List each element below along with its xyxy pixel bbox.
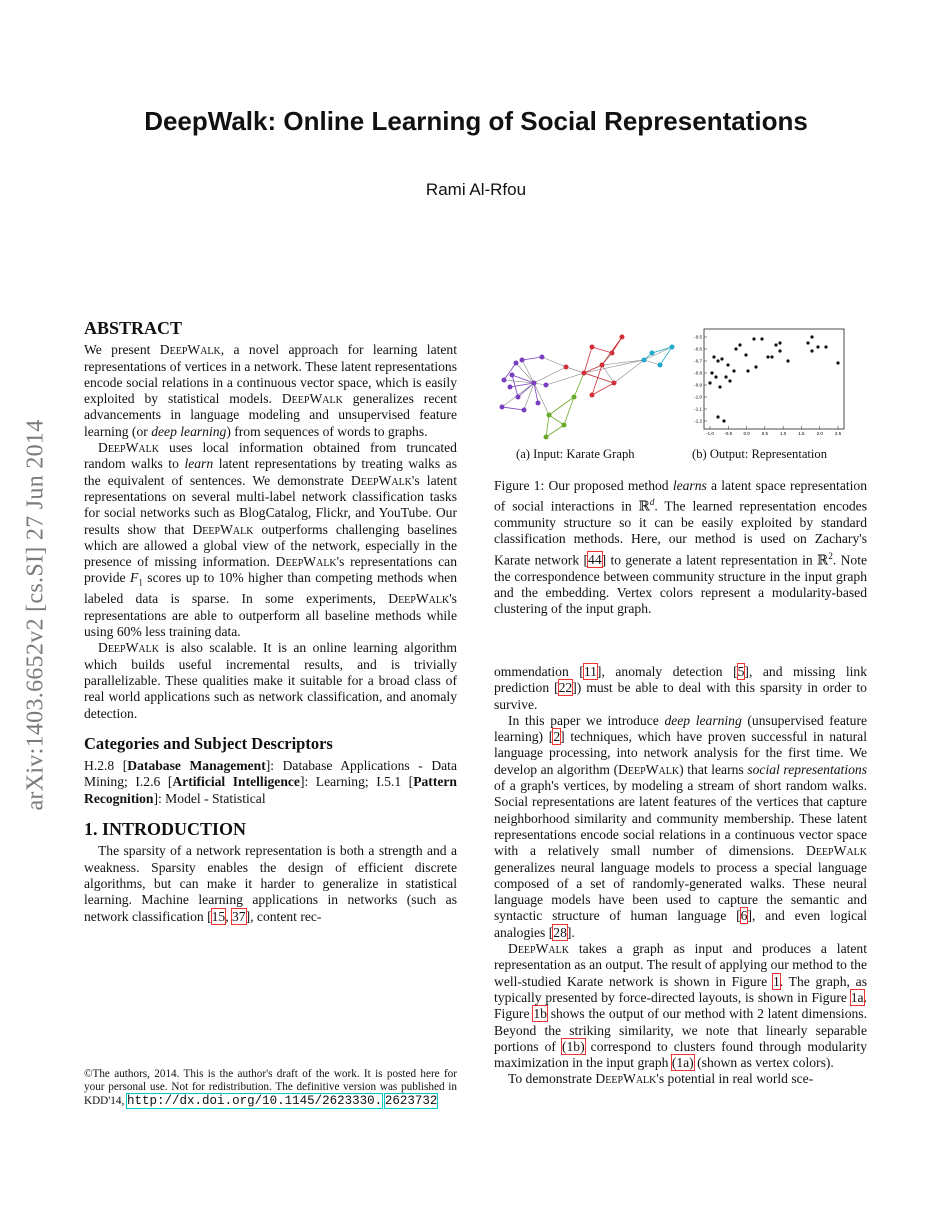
abstract-paragraph-3: DeepWalk is also scalable. It is an online learning algorithm which builds useful incremental results, and is trivially parallelizable. These qualities make it suitable for a broad class of real world applications such as network classification, and anomaly detection. xyxy=(84,640,457,721)
scatter-point xyxy=(778,341,781,344)
graph-node xyxy=(508,385,513,390)
scatter-point xyxy=(708,381,711,384)
figure-link[interactable]: 1 xyxy=(772,973,780,989)
graph-node xyxy=(670,345,675,350)
y-tick-label: -0.6 xyxy=(694,346,702,352)
scatter-point xyxy=(714,375,717,378)
figure-link[interactable]: (1b) xyxy=(561,1038,585,1054)
doi-link-continued[interactable]: 2623732 xyxy=(384,1093,438,1108)
x-tick-label: 0.0 xyxy=(743,431,750,436)
scatter-point xyxy=(810,335,813,338)
edge xyxy=(522,357,542,360)
scatter-point xyxy=(824,345,827,348)
arxiv-sidebar xyxy=(8,355,64,875)
citation-link[interactable]: 22 xyxy=(558,680,573,696)
citation-link[interactable]: 5 xyxy=(737,664,745,679)
graph-node xyxy=(514,361,519,366)
x-tick-label: 1.0 xyxy=(780,431,787,436)
scatter-point xyxy=(724,375,727,378)
y-tick-label: -0.9 xyxy=(694,382,702,388)
scatter-point xyxy=(778,349,781,352)
scatter-points xyxy=(708,335,839,422)
x-axis-ticks xyxy=(706,426,842,436)
citation-link[interactable]: 11 xyxy=(583,664,597,679)
subfigure-a-caption: (a) Input: Karate Graph xyxy=(516,447,635,461)
right-paragraph-1: ommendation [11], anomaly detection [5], and missing link prediction [22]) must be able to deal with this sparsity in order to survive. xyxy=(494,664,867,712)
edge xyxy=(534,383,549,415)
graph-node xyxy=(540,355,545,360)
scatter-point xyxy=(752,337,755,340)
copyright-footnote: ©The authors, 2014. This is the author's draft of the work. It is posted here for your personal use. Not for redistribution. The definitive version was published in KDD'14, http://dx.doi.org/10.1145/2623330. 2623732 xyxy=(84,1068,457,1108)
cyan-community-edges xyxy=(644,347,672,365)
figure-1-caption: Figure 1: Our proposed method learns a latent space representation of social interactions in ℝ$^d$. The learned representation encodes community structure so it can be easily exploited by standard classification methods. Here, our method is used on Zachary's Karate network [44] to generate a latent representation in ℝ$^2$. Note the correspondence between community structure in the input graph and the embedding. Vertex colors represent a modularity-based clustering of the input graph. xyxy=(494,478,867,617)
edge xyxy=(502,407,524,410)
scatter-point xyxy=(760,337,763,340)
abstract-heading: ABSTRACT xyxy=(84,318,183,338)
scatter-point xyxy=(806,341,809,344)
edge xyxy=(549,397,574,415)
graph-node xyxy=(590,345,595,350)
scatter-point xyxy=(770,355,773,358)
right-paragraph-2: In this paper we introduce deep learning (unsupervised feature learning) [2] techniques, which have proven successful in natural language processing, into network analysis for the first time. We develop an algorithm (DeepWalk) that learns social representations of a graph's vertices, by modeling a stream of short random walks. Social representations are latent features of the vertices that capture neighborhood similarity and community membership. These latent representations encode social relations in a continuous vector space with a relatively small number of dimensions. DeepWalk generalizes neural language models to process a special language composed of a set of randomly-generated walks. These neural language models have been used to capture the semantic and syntactic structure of human language [6], and even logical analogies [28]. xyxy=(494,712,868,940)
scatter-point xyxy=(734,347,737,350)
graph-node xyxy=(620,335,625,340)
arxiv-id: arXiv:1403.6652v2 [cs.SI] 27 Jun 2014 xyxy=(22,419,49,811)
right-column xyxy=(494,664,867,1088)
y-tick-label: -1.2 xyxy=(694,418,702,424)
paper-title: DeepWalk: Online Learning of Social Representations xyxy=(144,106,808,136)
right-paragraph-3: DeepWalk takes a graph as input and produces a latent representation as an output. The result of applying our method to the well-studied Karate network is shown in Figure 1. The graph, as typically presented by force-directed layouts, is shown in Figure 1a. Figure 1b shows the output of our method with 2 latent dimensions. Beyond the striking similarity, we note that linearly separable portions of (1b) correspond to clusters found through modularity maximization in the input graph (1a) (shown as vertex colors). xyxy=(494,941,868,1071)
graph-node xyxy=(590,393,595,398)
scatter-point xyxy=(712,355,715,358)
categories-text: H.2.8 [Database Management]: Database Applications - Data Mining; I.2.6 [Artificial Intelligence]: Learning; I.5.1 [Pattern Recognition]: Model - Statistical xyxy=(84,758,457,806)
scatter-point xyxy=(732,369,735,372)
scatter-point xyxy=(716,415,719,418)
x-tick-label: -0.5 xyxy=(724,431,733,436)
figure-link[interactable]: 1a xyxy=(850,989,864,1005)
citation-link[interactable]: 2 xyxy=(553,729,561,745)
intro-paragraph-1: The sparsity of a network representation is both a strength and a weakness. Sparsity enables the design of efficient discrete algorithms, but can make it harder to generalize in statistical learning. Machine learning applications in networks (such as network classification [15, 37], content rec- xyxy=(84,843,457,924)
graph-node xyxy=(522,408,527,413)
edge xyxy=(546,415,549,437)
graph-node xyxy=(544,383,549,388)
scatter-point xyxy=(716,359,719,362)
graph-node xyxy=(520,358,525,363)
abstract-paragraph-2: DeepWalk uses local information obtained from truncated random walks to learn latent representations by treating walks as the equivalent of sentences. We demonstrate DeepWalk's latent representations on several multi-label network classification tasks for social networks such as BlogCatalog, Flickr, and YouTube. Our results show that DeepWalk outperforms challenging baselines which are allowed a global view of the network, especially in the presence of missing information. DeepWalk's representations can provide $F_1$ scores up to 10% higher than competing methods when labeled data is sparse. In some experiments, DeepWalk's representations are able to outperform all baseline methods while using 60% less training data. xyxy=(84,440,458,640)
citation-link[interactable]: 15 xyxy=(211,908,226,924)
green-nodes xyxy=(544,395,577,440)
subfigure-b-caption: (b) Output: Representation xyxy=(692,447,828,461)
scatter-point xyxy=(718,385,721,388)
edge xyxy=(542,357,566,367)
scatter-point xyxy=(786,359,789,362)
left-column xyxy=(84,320,457,925)
x-tick-label: 1.5 xyxy=(798,431,805,436)
edge xyxy=(584,347,592,373)
embedding-scatter-plot xyxy=(694,329,844,436)
x-tick-label: 2.0 xyxy=(816,431,823,436)
y-tick-label: -1.0 xyxy=(694,394,702,400)
edge xyxy=(564,397,574,425)
scatter-point xyxy=(710,371,713,374)
figure-link[interactable]: 1b xyxy=(533,1006,547,1022)
graph-edges xyxy=(502,337,672,415)
graph-node xyxy=(572,395,577,400)
scatter-point xyxy=(754,365,757,368)
green-community-edges xyxy=(546,373,584,437)
graph-node xyxy=(510,373,515,378)
scatter-point xyxy=(766,355,769,358)
x-tick-label: 2.5 xyxy=(834,431,842,436)
y-tick-label: -0.5 xyxy=(694,334,702,340)
scatter-point xyxy=(720,357,723,360)
y-tick-label: -1.1 xyxy=(694,406,702,412)
x-tick-label: -1.0 xyxy=(706,431,714,436)
graph-node xyxy=(658,363,663,368)
scatter-point xyxy=(746,369,749,372)
figure-link[interactable]: (1a) xyxy=(671,1055,694,1071)
edge xyxy=(546,425,564,437)
citation-link[interactable]: 28 xyxy=(553,924,567,940)
y-axis-ticks xyxy=(694,335,707,424)
edge xyxy=(504,363,516,380)
edge xyxy=(534,367,566,383)
graph-node xyxy=(612,381,617,386)
introduction-heading: 1. INTRODUCTION xyxy=(84,819,247,840)
right-paragraph-4: To demonstrate DeepWalk's potential in real world sce- xyxy=(508,1071,814,1087)
graph-node xyxy=(532,381,537,386)
graph-node xyxy=(536,401,541,406)
graph-node xyxy=(502,378,507,383)
graph-node xyxy=(516,395,521,400)
x-tick-label: 0.5 xyxy=(761,431,768,436)
edge xyxy=(584,360,644,373)
method-name: DeepWalk xyxy=(159,342,221,358)
graph-node xyxy=(642,358,647,363)
citation-link[interactable]: 44 xyxy=(588,552,602,568)
doi-link[interactable]: http://dx.doi.org/10.1145/2623330. xyxy=(127,1093,383,1108)
plot-frame xyxy=(704,329,844,429)
scatter-point xyxy=(816,345,819,348)
graph-node xyxy=(650,351,655,356)
graph-node xyxy=(500,405,505,410)
scatter-point xyxy=(744,353,747,356)
author-name: Rami Al-Rfou xyxy=(425,180,527,199)
citation-link[interactable]: 37 xyxy=(232,908,246,924)
abstract-paragraph-1: We present DeepWalk, a novel approach for learning latent representations of vertices in a network. These latent representations encode social relations in a continuous vector space, which is easily exploited by statistical models. DeepWalk generalizes recent advancements in language modeling and unsupervised feature learning (or deep learning) from sequences of words to graphs. xyxy=(84,342,457,439)
edge xyxy=(592,347,612,353)
edge xyxy=(644,360,660,365)
copyright-symbol: © xyxy=(84,1068,93,1080)
edge xyxy=(549,415,564,425)
edge xyxy=(584,365,602,373)
edge xyxy=(574,373,584,397)
scatter-point xyxy=(810,349,813,352)
scatter-point xyxy=(728,379,731,382)
scatter-point xyxy=(836,361,839,364)
scatter-point xyxy=(722,419,725,422)
scatter-point xyxy=(774,343,777,346)
graph-node xyxy=(547,413,552,418)
graph-node xyxy=(544,435,549,440)
graph-node xyxy=(564,365,569,370)
graph-node xyxy=(600,363,605,368)
categories-heading: Categories and Subject Descriptors xyxy=(84,733,333,753)
karate-graph-figure xyxy=(494,325,867,465)
scatter-point xyxy=(738,343,741,346)
y-tick-label: -0.7 xyxy=(694,358,702,364)
figure-1 xyxy=(494,325,867,465)
scatter-point xyxy=(726,363,729,366)
graph-node xyxy=(610,351,615,356)
graph-node xyxy=(582,371,587,376)
graph-node xyxy=(562,423,567,428)
edge xyxy=(534,383,538,403)
edge xyxy=(546,373,584,385)
y-tick-label: -0.8 xyxy=(694,370,702,376)
citation-link[interactable]: 6 xyxy=(740,908,748,924)
